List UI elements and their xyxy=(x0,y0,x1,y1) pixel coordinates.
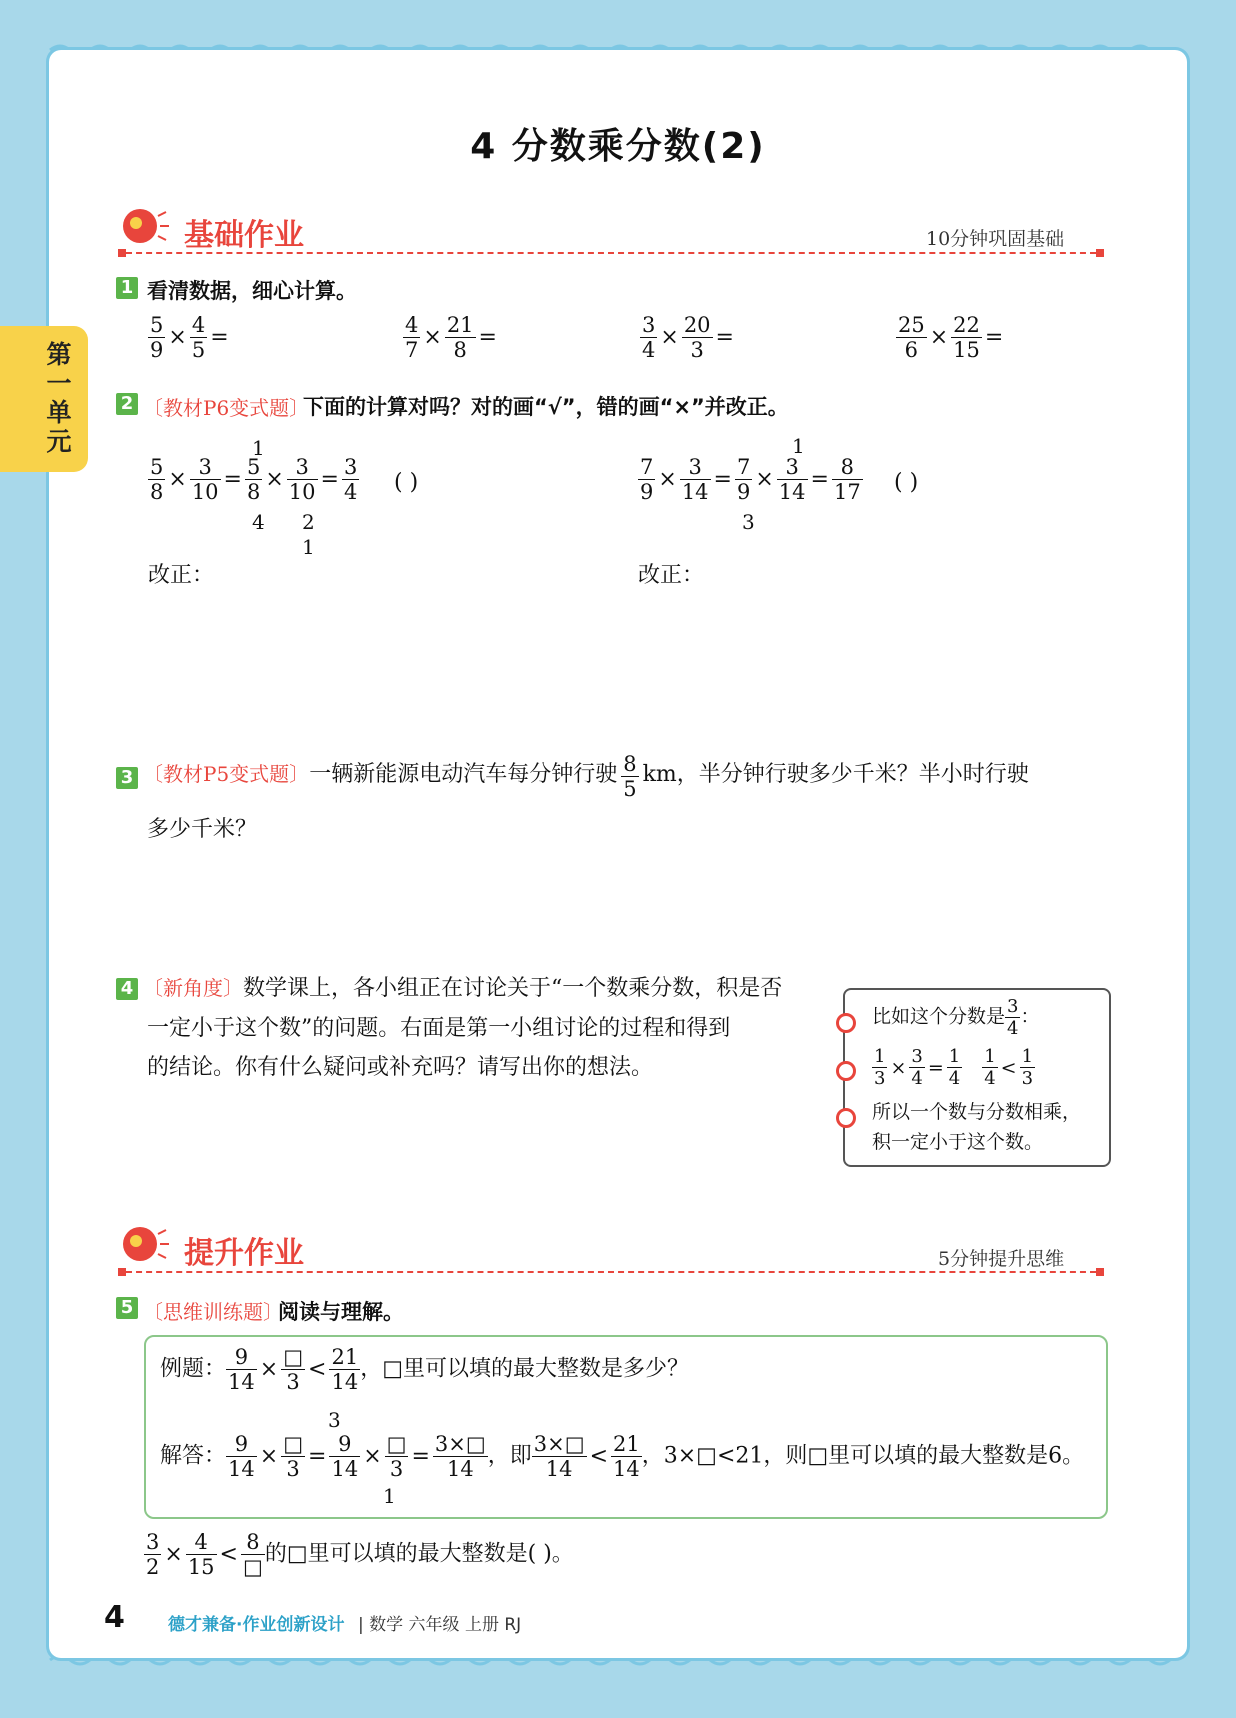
cancel-mark: 1 xyxy=(252,436,265,460)
unit-side-tab xyxy=(0,326,88,472)
cancel-mark: 3 xyxy=(328,1408,341,1432)
q3-line-1: 〔教材P5变式题〕一辆新能源电动汽车每分钟行驶 $\frac{8}{5}$ km，半分钟行驶多少千米？半小时行驶 xyxy=(143,752,1029,801)
q4-line-1: 〔新角度〕数学课上，各小组正在讨论关于“一个数乘分数，积是否 xyxy=(143,976,783,1001)
question-tag: 〔教材P6变式题〕 xyxy=(143,396,310,420)
cancel-mark: 4 xyxy=(252,510,265,534)
q4-line-3: 的结论。你有什么疑问或补充吗？请写出你的想法。 xyxy=(147,1055,654,1080)
divider-end xyxy=(118,249,126,257)
question-number: 3 xyxy=(116,767,138,789)
question-number: 5 xyxy=(116,1297,138,1319)
page-number: 4 xyxy=(104,1600,125,1635)
question-number: 1 xyxy=(116,277,138,299)
question-tag: 〔思维训练题〕 xyxy=(143,1300,283,1324)
cancel-mark: 2 xyxy=(302,510,315,534)
note-line-1: 比如这个分数是 $\frac{3}{4}$ ： xyxy=(872,996,1040,1039)
cancel-mark: 1 xyxy=(792,434,805,458)
question-number: 4 xyxy=(116,978,138,1000)
note-line-3: 所以一个数与分数相乘， xyxy=(872,1101,1082,1123)
q1-item-3: $\frac{3}{4}$ × $\frac{20}{3}$ = xyxy=(642,313,734,362)
divider-end xyxy=(118,1268,126,1276)
section-time-advanced: 5分钟提升思维 xyxy=(938,1248,1065,1270)
correction-label: 改正： xyxy=(148,563,215,588)
answer-parentheses[interactable]: ( ) xyxy=(394,470,419,495)
section-title-basic: 基础作业 xyxy=(184,218,304,253)
divider-end xyxy=(1096,249,1104,257)
section-divider xyxy=(126,1271,1096,1273)
note-line-2: $\frac{1}{3}$ × $\frac{3}{4}$ = $\frac{1}{4}$ $\frac{1}{4}$ < $\frac{1}{3}$ xyxy=(874,1046,1034,1089)
question-tag: 〔新角度〕 xyxy=(143,976,243,1000)
lamp-icon xyxy=(118,1222,164,1266)
q1-item-2: $\frac{4}{7}$ × $\frac{21}{8}$ = xyxy=(405,313,497,362)
binder-ring xyxy=(836,1013,856,1033)
q2-right-calc: $\frac{7}{9}$ × $\frac{3}{14}$ = $\frac{7}{9}$ × $\frac{3}{14}$ = $\frac{8}{17}$ xyxy=(640,455,861,504)
divider-end xyxy=(1096,1268,1104,1276)
question-tag: 〔教材P5变式题〕 xyxy=(143,762,310,786)
note-line-4: 积一定小于这个数。 xyxy=(872,1131,1044,1153)
binder-ring xyxy=(836,1108,856,1128)
lamp-icon xyxy=(118,204,164,248)
question-text: 下面的计算对吗？对的画“√”，错的画“×”并改正。 xyxy=(303,395,789,419)
section-divider xyxy=(126,252,1096,254)
q4-line-2: 一定小于这个数”的问题。右面是第一小组讨论的过程和得到 xyxy=(147,1016,731,1041)
binder-ring xyxy=(836,1061,856,1081)
answer-line: 解答： $\frac{9}{14}$ × $\frac{□}{3}$ = $\frac{9}{14}$ × $\frac{□}{3}$ = $\frac{3\times□}{14}$ ，即 $\frac{3\times□}{14}$ < $\frac{21}{14}$ ，3×□<21，则□里可以填的最大整数是6。 xyxy=(160,1432,1085,1481)
cancel-mark: 1 xyxy=(383,1484,396,1508)
cancel-mark: 3 xyxy=(742,510,755,534)
correction-label: 改正： xyxy=(638,563,705,588)
footer-info: | 数学 六年级 上册 RJ xyxy=(358,1615,522,1635)
section-title-advanced: 提升作业 xyxy=(184,1236,304,1271)
answer-parentheses[interactable]: ( ) xyxy=(894,470,919,495)
footer-brand: 德才兼备·作业创新设计 xyxy=(168,1615,345,1635)
q1-item-1: $\frac{5}{9}$ × $\frac{4}{5}$ = xyxy=(150,313,229,362)
question-text: 阅读与理解。 xyxy=(278,1300,404,1324)
example-line: 例题： $\frac{9}{14}$ × $\frac{□}{3}$ < $\frac{21}{14}$ ，□里可以填的最大整数是多少？ xyxy=(160,1345,689,1394)
unit-tab-label: 第一单元 xyxy=(46,340,72,456)
question-number: 2 xyxy=(116,393,138,415)
q5-final-line: $\frac{3}{2}$ × $\frac{4}{15}$ < $\frac{8}{□}$ 的□里可以填的最大整数是( )。 xyxy=(146,1530,574,1579)
cancel-mark: 1 xyxy=(302,535,315,559)
section-time-basic: 10分钟巩固基础 xyxy=(926,228,1065,250)
page-title: 4 分数乘分数(2) xyxy=(470,126,766,167)
q2-left-calc: $\frac{5}{8}$ × $\frac{3}{10}$ = $\frac{5}{8}$ × $\frac{3}{10}$ = $\frac{3}{4}$ xyxy=(150,455,358,504)
q1-item-4: $\frac{25}{6}$ × $\frac{22}{15}$ = xyxy=(898,313,1004,362)
question-text: 看清数据，细心计算。 xyxy=(147,279,357,303)
q3-line-2: 多少千米？ xyxy=(147,817,258,842)
